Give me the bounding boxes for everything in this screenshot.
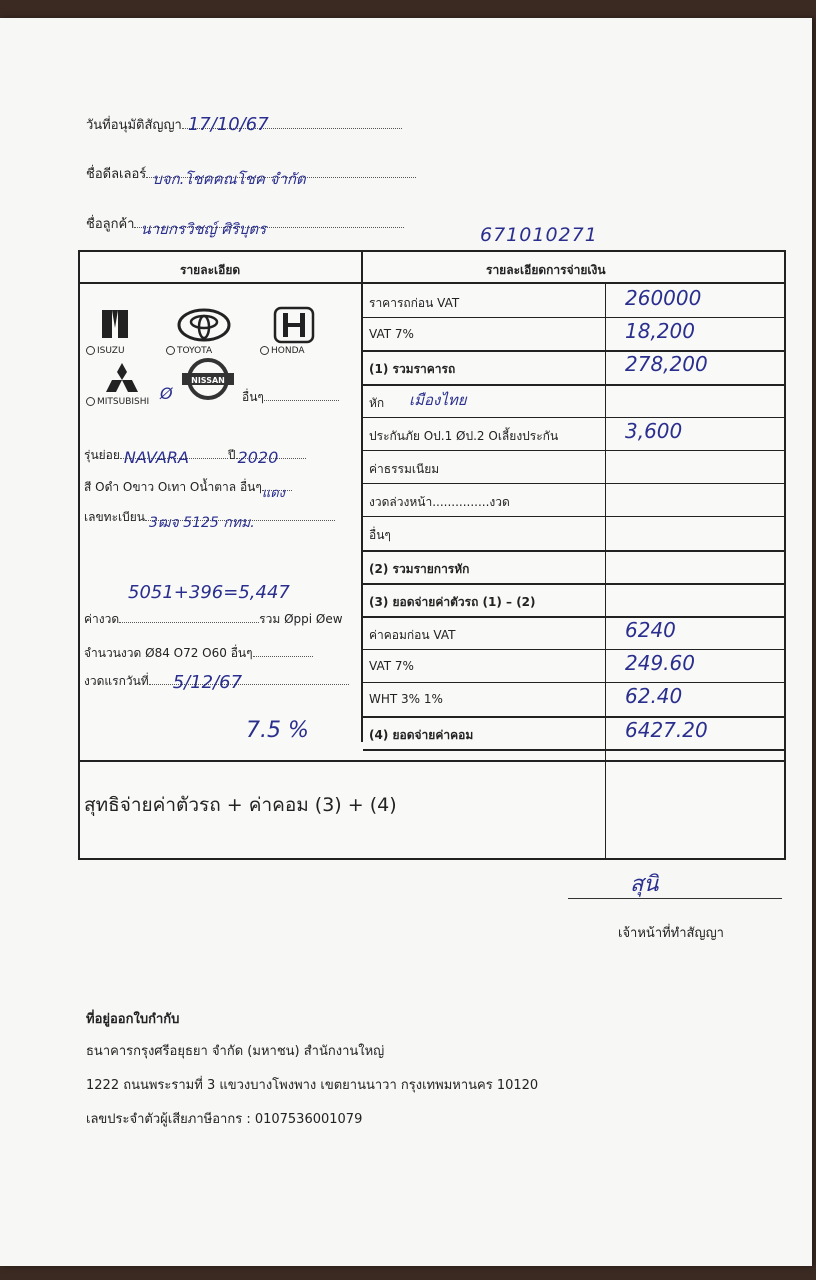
row-divider bbox=[363, 616, 784, 618]
payment-row-value: 249.60 bbox=[625, 651, 695, 676]
payment-row-label: ค่าคอมก่อน VAT bbox=[369, 628, 456, 642]
model-year-line: รุ่นย่อย NAVARA ปี 2020 bbox=[84, 446, 306, 465]
payment-row-label: WHT 3% 1% bbox=[369, 692, 443, 707]
footer-line2: 1222 ถนนพระรามที่ 3 แขวงบางโพงพาง เขตยานนาวา กรุงเทพมหานคร 10120 bbox=[86, 1078, 539, 1093]
plate-value: 3ฒจ 5125 กทม. bbox=[148, 515, 255, 531]
price-value: 5051+396=5,447 bbox=[128, 582, 290, 603]
first-due-line: งวดแรกวันที่ 5/12/67 bbox=[84, 672, 349, 691]
row-divider bbox=[363, 417, 784, 418]
dealer-value: บจก.โชคคณโชค จำกัด bbox=[152, 170, 306, 188]
nissan-logo bbox=[180, 356, 236, 402]
row-divider bbox=[363, 350, 784, 352]
left-panel-title: รายละเอียด bbox=[180, 263, 241, 277]
row-divider bbox=[363, 317, 784, 318]
payment-row-value: 6240 bbox=[625, 618, 676, 642]
payment-row-label: อื่นๆ bbox=[369, 528, 391, 543]
approve-date-value: 17/10/67 bbox=[187, 114, 269, 135]
honda-logo bbox=[272, 306, 316, 344]
payment-row-label: (2) รวมรายการหัก bbox=[369, 561, 470, 576]
signature-role: เจ้าหน้าที่ทำสัญญา bbox=[618, 926, 724, 941]
dealer-label: ชื่อดีลเลอร์ bbox=[86, 167, 147, 182]
row-divider bbox=[363, 649, 784, 650]
row-divider bbox=[363, 450, 784, 451]
nissan-checked-mark: Ø bbox=[160, 384, 173, 403]
payment-row-value: 3,600 bbox=[625, 418, 683, 443]
right-panel-title: รายละเอียดการจ่ายเงิน bbox=[486, 263, 606, 277]
payment-row-label: VAT 7% bbox=[369, 327, 414, 342]
payment-row-value: 18,200 bbox=[625, 319, 695, 344]
payment-row-value: 6427.20 bbox=[625, 717, 708, 742]
payment-row-label: ประกันภัย Oป.1 Øป.2 Oเลี้ยงประกัน bbox=[369, 428, 559, 443]
toyota-logo bbox=[176, 308, 232, 342]
contract-number: 671010271 bbox=[480, 224, 598, 246]
row-divider bbox=[363, 384, 784, 386]
color-value: แดง bbox=[261, 486, 285, 501]
rate-note: 7.5 % bbox=[246, 718, 309, 743]
signature-mark: สุนิ bbox=[630, 872, 659, 897]
isuzu-logo bbox=[98, 307, 132, 341]
footer-line3: เลขประจำตัวผู้เสียภาษีอากร : 0107536001079 bbox=[86, 1112, 363, 1127]
mitsubishi-logo bbox=[102, 362, 142, 396]
payment-row-label: (3) ยอดจ่ายค่าตัวรถ (1) – (2) bbox=[369, 594, 536, 609]
payment-row-label: งวดล่วงหน้า...............งวด bbox=[369, 495, 510, 510]
row-divider bbox=[363, 483, 784, 484]
row-divider bbox=[363, 550, 784, 552]
price-line: ค่างวด รวม Øppi Øew bbox=[84, 612, 343, 626]
brand-mitsubishi-option[interactable]: MITSUBISHI bbox=[86, 397, 149, 407]
other-brand-field[interactable]: อื่นๆ bbox=[242, 388, 339, 407]
brand-toyota-option[interactable]: TOYOTA bbox=[166, 346, 212, 356]
svg-text:NISSAN: NISSAN bbox=[191, 376, 225, 385]
installments-line: จำนวนงวด Ø84 O72 O60 อื่นๆ bbox=[84, 644, 313, 663]
document-page bbox=[0, 18, 812, 1266]
payment-row-label: ราคารถก่อน VAT bbox=[369, 296, 460, 310]
payment-row-label: (1) รวมราคารถ bbox=[369, 362, 456, 377]
signature-line bbox=[568, 898, 782, 899]
form-table bbox=[78, 250, 786, 860]
payment-row-label: VAT 7% bbox=[369, 659, 414, 674]
customer-label: ชื่อลูกค้า bbox=[86, 217, 135, 232]
approve-date-label: วันที่อนุมัติสัญญา bbox=[86, 118, 182, 133]
row-divider bbox=[363, 516, 784, 517]
row-divider bbox=[363, 749, 784, 751]
footer-line1: ธนาคารกรุงศรีอยุธยา จำกัด (มหาชน) สำนักงานใหญ่ bbox=[86, 1044, 385, 1059]
customer-line bbox=[86, 213, 404, 238]
row-divider bbox=[363, 682, 784, 683]
payment-row-value: 62.40 bbox=[625, 684, 683, 709]
brand-honda-option[interactable]: HONDA bbox=[260, 346, 305, 356]
plate-line: เลขทะเบียน 3ฒจ 5125 กทม. bbox=[84, 508, 335, 527]
payment-row-label: (4) ยอดจ่ายค่าคอม bbox=[369, 727, 474, 742]
color-line: สี Oดำ Oขาว Oเทา Oน้ำตาล อื่นๆ แดง bbox=[84, 478, 292, 497]
payment-row-value: 260000 bbox=[625, 286, 702, 310]
year-value: 2020 bbox=[237, 448, 279, 467]
dealer-line bbox=[86, 163, 416, 188]
net-payment-label: สุทธิจ่ายค่าตัวรถ + ค่าคอม (3) + (4) bbox=[84, 794, 397, 816]
row-divider bbox=[363, 583, 784, 585]
payment-row-label: หัก bbox=[369, 395, 385, 410]
footer-heading: ที่อยู่ออกใบกำกับ bbox=[86, 1012, 180, 1027]
deduction-note: เมืองไทย bbox=[409, 390, 467, 409]
model-value: NAVARA bbox=[123, 448, 189, 467]
brand-isuzu-option[interactable]: ISUZU bbox=[86, 346, 125, 356]
payment-row-value: 278,200 bbox=[625, 352, 708, 377]
customer-value: นายกรวิชญ์ ศิริบุตร bbox=[140, 220, 267, 238]
first-due-value: 5/12/67 bbox=[172, 672, 243, 693]
row-divider bbox=[363, 716, 784, 718]
payment-row-label: ค่าธรรมเนียม bbox=[369, 462, 440, 476]
approve-date-line bbox=[86, 114, 402, 135]
